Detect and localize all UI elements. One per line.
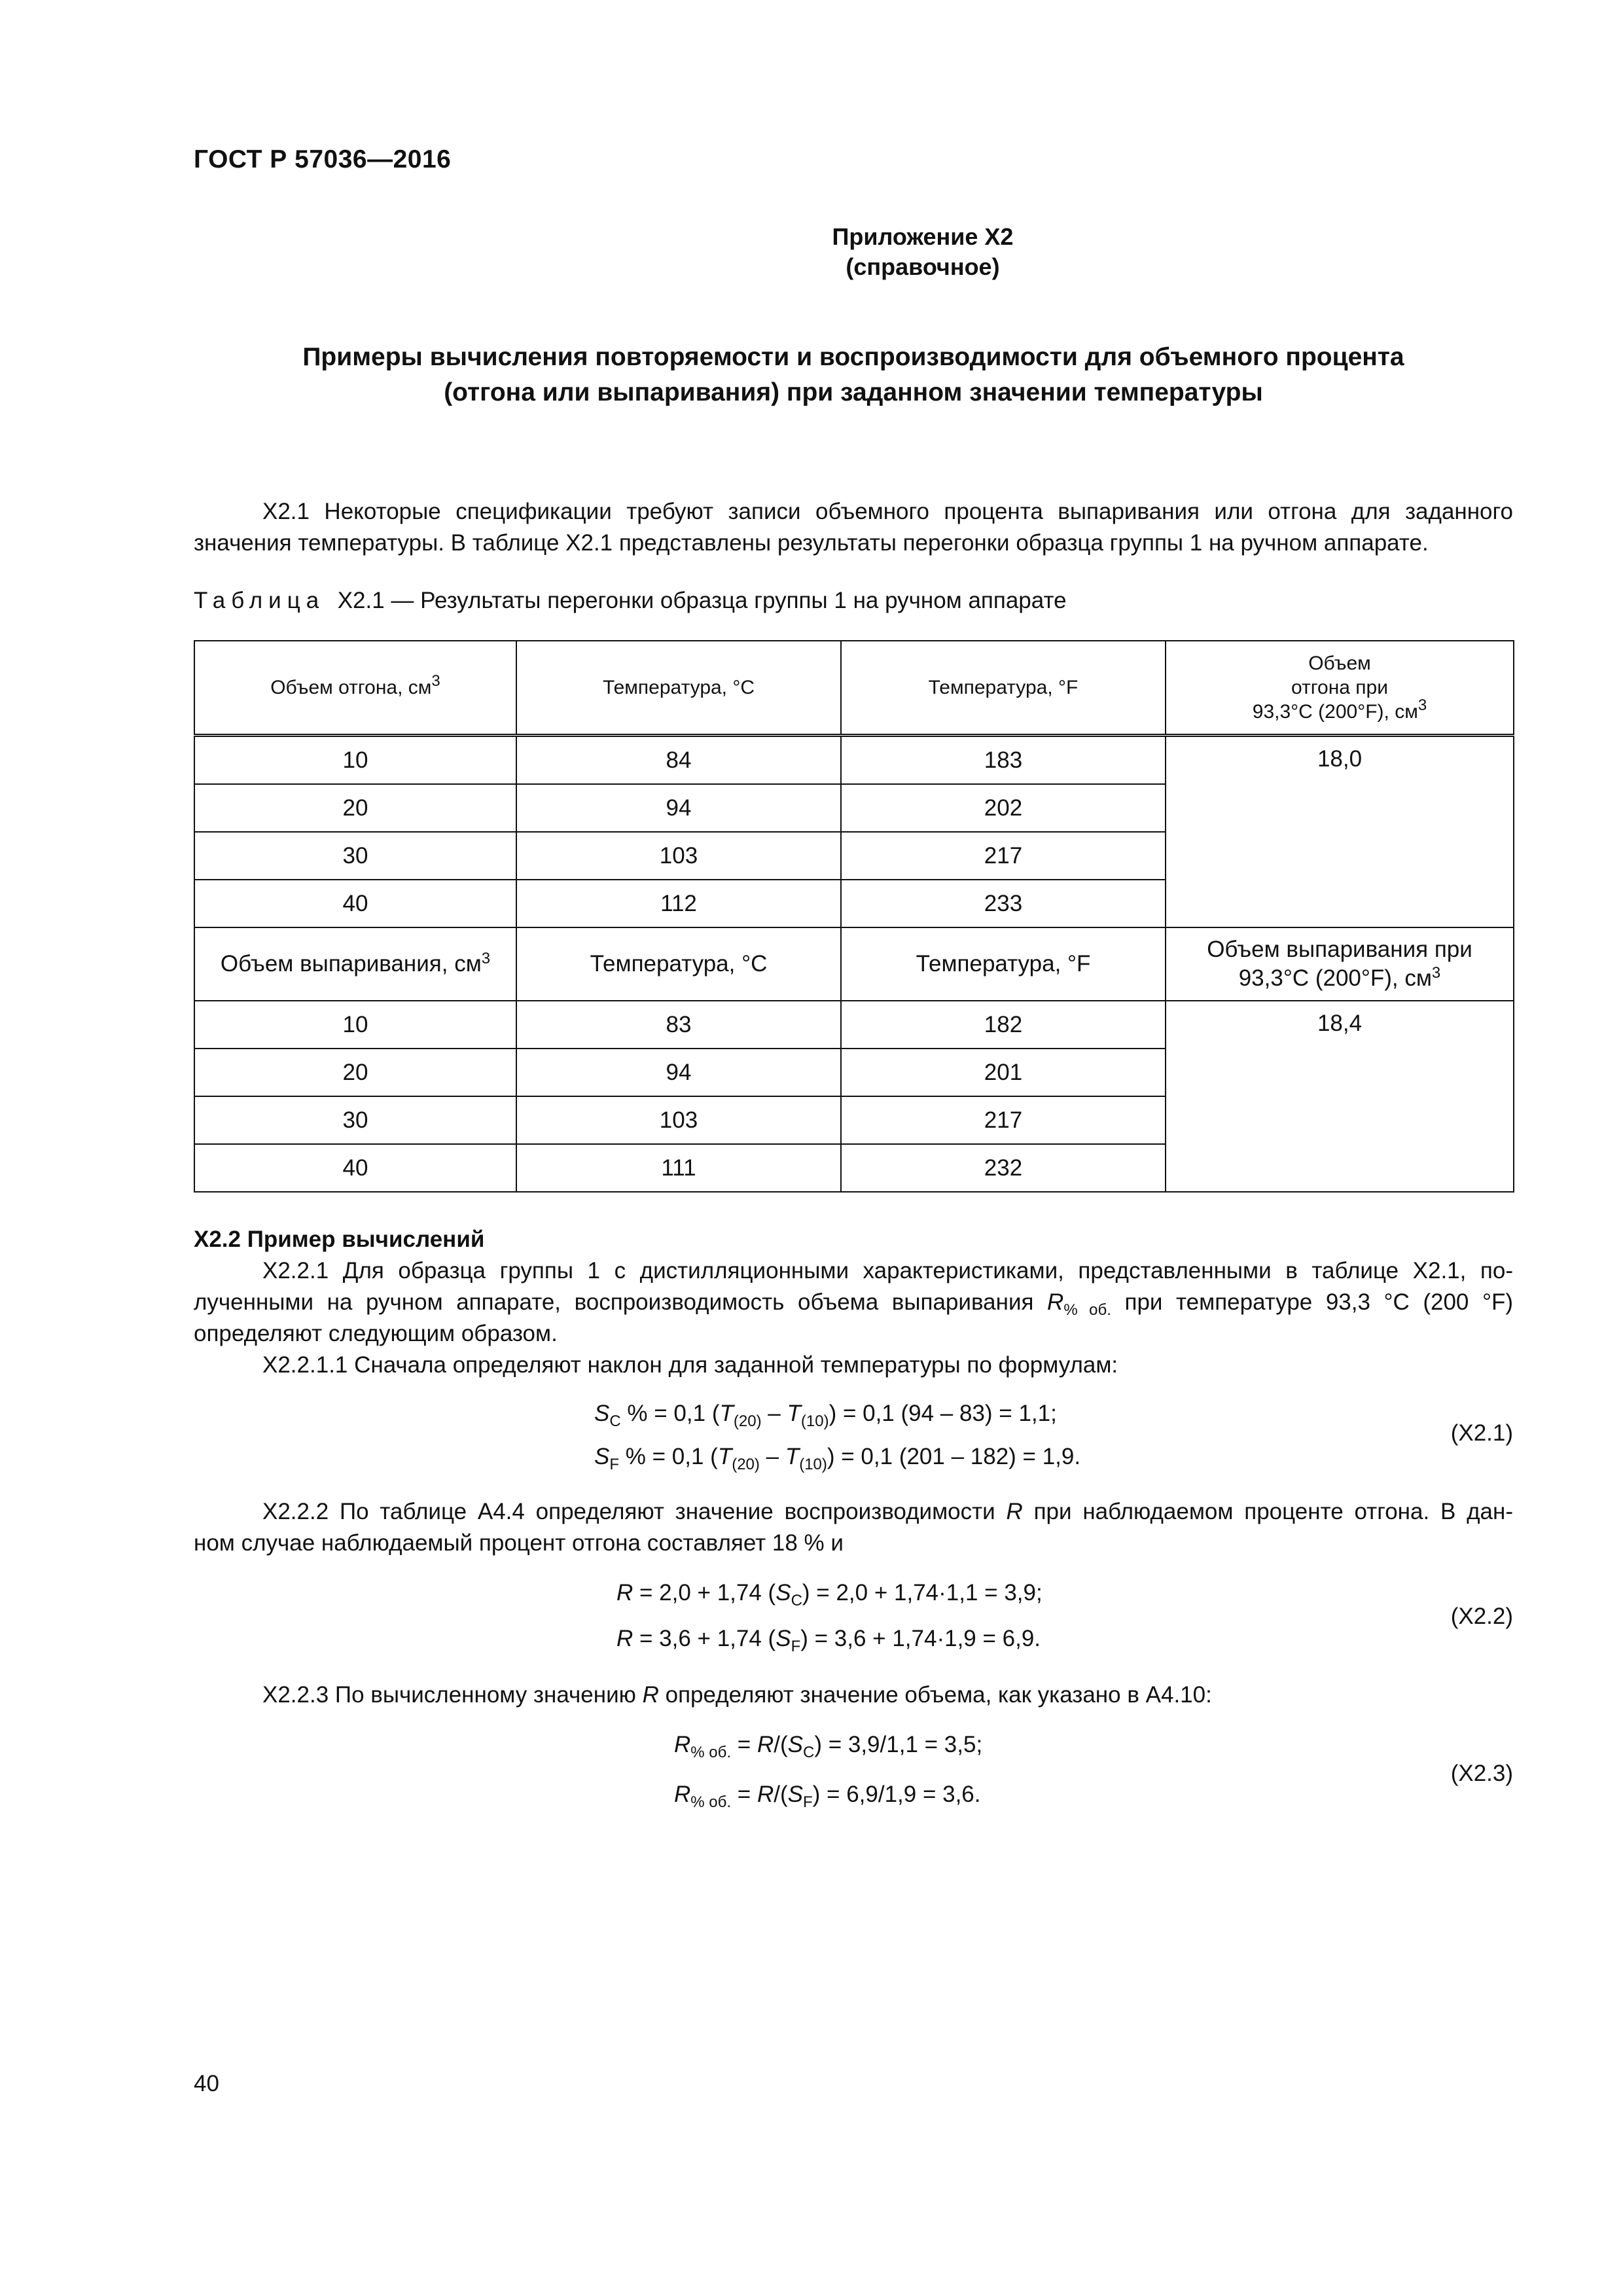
header-temp-f: Температура, °F (841, 641, 1166, 736)
formula-rpct-c: $R_{\% об.} = R/(S_C) = 3,9/1,1 = 3,5$; (674, 1732, 983, 1761)
formula-r-f: R = 3,6 + 1,74 $(S_F) = 3,6 + 1,74\cdot 1,9 = 6,9$. (616, 1626, 1041, 1655)
table-cell: 202 (841, 784, 1166, 832)
distillation-results-table (194, 640, 1514, 1193)
table-cell: 20 (194, 784, 516, 832)
intro-line2: значения температуры. В таблице Х2.1 представлены результаты перегонки образца группы 1 на ручном аппарате. (194, 530, 1429, 556)
table-cell: 94 (516, 784, 841, 832)
formula-number-x2-3: (Х2.3) (1450, 1761, 1513, 1786)
table-caption-text: Х2.1 — Результаты перегонки образца группы 1 на ручном аппарате (337, 588, 1067, 613)
table-row (194, 736, 1514, 785)
table-cell: 201 (841, 1049, 1166, 1096)
table-subheader-row (194, 927, 1514, 1001)
header-temp-f: Температура, °F (841, 927, 1166, 1001)
table-cell: 83 (516, 1001, 841, 1049)
paragraph-x2-2-1-1: Х2.2.1.1 Сначала определяют наклон для заданной температуры по формулам: (262, 1352, 1118, 1378)
table-cell: 40 (194, 1144, 516, 1192)
table-cell: 94 (516, 1049, 841, 1096)
appendix-title-line1: Примеры вычисления повторяемости и воспроизводимости для объемного процента (302, 343, 1404, 371)
formula-rpct-f: $R_{\% об.} = R/(S_F) = 6,9/1,9 = 3,6$. (674, 1782, 981, 1811)
table-cell: 217 (841, 832, 1166, 880)
header-distill-at-temp: Объем отгона при 93,3°С (200°F), $см^3$ (1166, 641, 1514, 736)
formula-number-x2-2: (Х2.2) (1450, 1604, 1513, 1629)
page-number: 40 (194, 2071, 219, 2096)
table-header-row (194, 641, 1514, 736)
table-cell: 20 (194, 1049, 516, 1096)
paragraph-x2-2-1-line1: Х2.2.1 Для образца группы 1 с дистилляционными характеристиками, представленными в таблице Х2.1, по- (262, 1258, 1513, 1283)
table-cell: 30 (194, 1096, 516, 1144)
table-row (194, 1001, 1514, 1049)
table-cell: 111 (516, 1144, 841, 1192)
table-cell: 183 (841, 736, 1166, 785)
table-cell: 84 (516, 736, 841, 785)
table-cell: 233 (841, 880, 1166, 927)
table-cell: 10 (194, 736, 516, 785)
table-cell: 10 (194, 1001, 516, 1049)
standard-number: ГОСТ Р 57036—2016 (194, 145, 452, 173)
table-caption (194, 588, 1067, 614)
table-cell: 182 (841, 1001, 1166, 1049)
table-caption-label: Таблица (194, 588, 325, 613)
evap-result-cell: 18,4 (1166, 1001, 1514, 1192)
intro-line1: Х2.1 Некоторые спецификации требуют записи объемного процента выпаривания или отгона для заданного (262, 499, 1513, 524)
header-evap-volume: Объем выпаривания, $см^3$ (194, 927, 516, 1001)
formula-number-x2-1: (Х2.1) (1450, 1420, 1513, 1446)
header-temp-c: Температура, °С (516, 641, 841, 736)
header-temp-c: Температура, °С (516, 927, 841, 1001)
table-cell: 103 (516, 1096, 841, 1144)
table-cell: 217 (841, 1096, 1166, 1144)
formula-sf: $S_F$ % = 0,1 $(T_{(20)} - T_{(10)}) = 0,1$ (201 – 182) = 1,9. (594, 1444, 1081, 1473)
formula-sc: $S_C$ % = 0,1 $(T_{(20)} - T_{(10)}) = 0,1$ (94 – 83) = 1,1; (594, 1401, 1057, 1430)
paragraph-x2-2-2-line1: Х2.2.2 По таблице А4.4 определяют значение воспроизводимости R при наблюдаемом проценте отгона. В дан- (262, 1499, 1513, 1524)
distill-result-cell: 18,0 (1166, 736, 1514, 928)
table-cell: 103 (516, 832, 841, 880)
appendix-label: Приложение Х2 (832, 223, 1014, 250)
table-cell: 40 (194, 880, 516, 927)
table-cell: 30 (194, 832, 516, 880)
formula-r-c: R = 2,0 + 1,74 $(S_C) = 2,0 + 1,74\cdot 1,1 = 3,9$; (616, 1580, 1043, 1609)
section-heading: Х2.2 Пример вычислений (194, 1227, 485, 1252)
table-cell: 232 (841, 1144, 1166, 1192)
appendix-title-line2: (отгона или выпаривания) при заданном значении температуры (444, 378, 1263, 406)
header-distill-volume: Объем отгона, $см^3$ (194, 641, 516, 736)
header-evap-at-temp: Объем выпаривания при 93,3°С (200°F), $см^3$ (1166, 927, 1514, 1001)
paragraph-x2-2-1-line2: лученными на ручном аппарате, воспроизводимость объема выпаривания $R_{\% об.}$ при температуре 93,3 °С (200 °F) (194, 1289, 1513, 1319)
paragraph-x2-2-3: Х2.2.3 По вычисленному значению R определяют значение объема, как указано в А4.10: (262, 1682, 1212, 1708)
paragraph-x2-2-2-line2: ном случае наблюдаемый процент отгона составляет 18 % и (194, 1530, 844, 1556)
paragraph-x2-2-1-line3: определяют следующим образом. (194, 1321, 558, 1346)
table-cell: 112 (516, 880, 841, 927)
appendix-type: (справочное) (846, 253, 1000, 280)
